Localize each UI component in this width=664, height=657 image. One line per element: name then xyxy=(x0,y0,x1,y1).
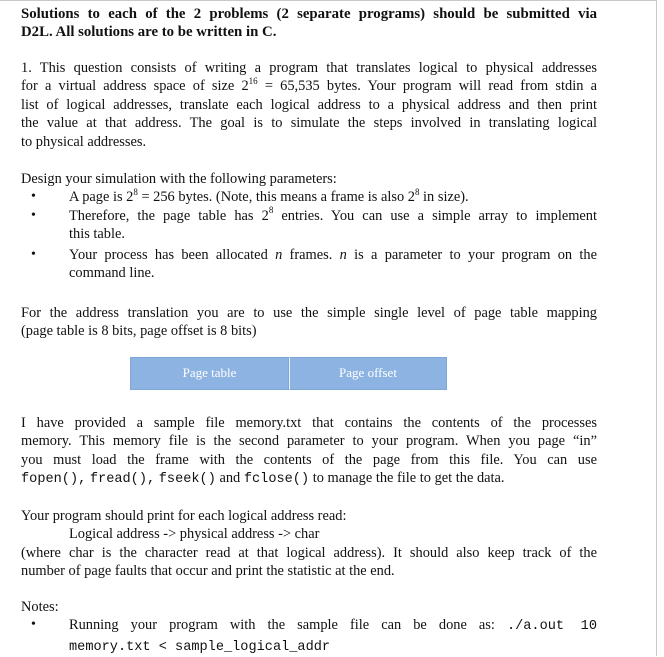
notes-title: Notes: xyxy=(21,599,59,615)
list-item: • Therefore, the page table has $2^8$ entries. You can use a simple array to implement this table. xyxy=(21,207,597,244)
address-format-table xyxy=(130,357,447,390)
page-offset-cell: Page offset xyxy=(289,357,447,390)
page-border-top xyxy=(0,0,657,1)
translation-paragraph xyxy=(21,304,597,341)
output-paragraph xyxy=(21,507,597,581)
notes-section xyxy=(21,598,597,657)
design-intro: Design your simulation with the following parameters: xyxy=(21,171,337,187)
page-border-right xyxy=(656,0,657,656)
list-item: • A page is $2^8 = 256$ bytes. (Note, this means a frame is also $2^8$ in size). xyxy=(21,188,597,206)
problem-1-paragraph xyxy=(21,59,597,151)
memory-line-3: you must load the frame with the contents of the page from this file. You can use xyxy=(21,451,597,468)
translation-line-2: (page table is 8 bits, page offset is 8 bits) xyxy=(21,323,257,340)
problem-1-line-1: 1. This question consists of writing a program that translates logical to physical addresses xyxy=(21,60,597,76)
translation-line-1: For the address translation you are to use the simple single level of page table mapping xyxy=(21,305,597,321)
submission-header xyxy=(21,5,597,42)
memory-line-1: I have provided a sample file memory.txt that contains the contents of the processes xyxy=(21,415,597,431)
page-table-cell: Page table xyxy=(130,357,289,390)
header-line-2: D2L. All solutions are to be written in C. xyxy=(21,24,277,41)
design-parameter-list xyxy=(21,188,597,282)
memory-paragraph xyxy=(21,414,597,490)
output-line-3: (where char is the character read at that logical address). It should also keep track of the xyxy=(21,544,597,561)
problem-1-line-3: list of logical addresses, translate each logical address to a physical address and then print xyxy=(21,96,597,113)
output-line-1: Your program should print for each logical address read: xyxy=(21,508,347,524)
memory-line-2: memory. This memory file is the second parameter to your program. When you page “in” xyxy=(21,433,597,450)
output-format-line: Logical address -> physical address -> char xyxy=(69,526,320,543)
header-line-1: Solutions to each of the 2 problems (2 separate programs) should be submitted via xyxy=(21,6,597,22)
problem-1-line-5: to physical addresses. xyxy=(21,133,147,150)
list-item: • Running your program with the sample file can be done as: ./a.out 10 memory.txt < sample_logical_addr xyxy=(21,616,597,657)
list-item: • Your process has been allocated n frames. n is a parameter to your program on the command line. xyxy=(21,246,597,283)
problem-1-line-2: for a virtual address space of size $2^{16} = 65,535$ bytes. Your program will read from stdin a xyxy=(21,75,597,95)
problem-1-line-4: the value at that address. The goal is to simulate the steps involved in translating logical xyxy=(21,115,597,132)
output-line-4: number of page faults that occur and print the statistic at the end. xyxy=(21,563,395,580)
notes-list xyxy=(21,616,597,657)
design-section xyxy=(21,170,597,282)
memory-line-4: fopen(), fread(), fseek() and fclose() to manage the file to get the data. xyxy=(21,470,505,488)
